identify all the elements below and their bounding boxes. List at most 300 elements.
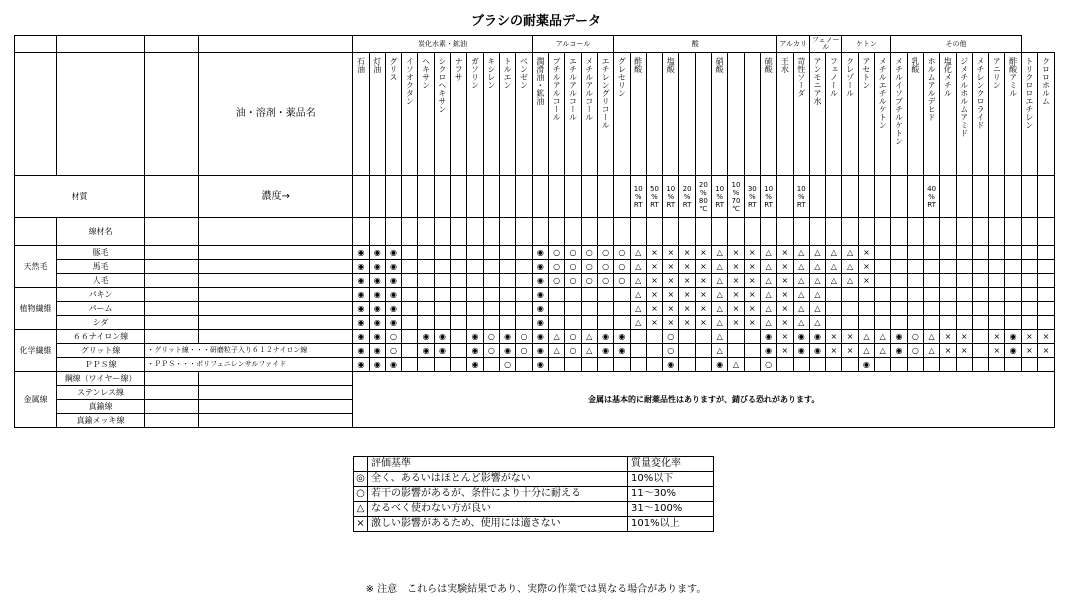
concentration-cell [777,176,793,218]
rating-mark [549,288,565,302]
rating-mark [483,246,499,260]
concentration-cell [597,176,613,218]
rating-mark: ○ [385,330,401,344]
rating-mark [891,358,907,372]
rating-mark: ◉ [369,288,385,302]
rating-mark: × [695,246,711,260]
rating-mark [1038,246,1055,260]
rating-mark: × [728,246,744,260]
rating-mark [956,288,972,302]
rating-mark [907,302,923,316]
rating-mark [989,274,1005,288]
rating-mark [956,358,972,372]
rating-mark: × [728,316,744,330]
rating-mark: ◉ [532,316,548,330]
rating-mark: × [940,344,956,358]
rating-mark: × [940,330,956,344]
concentration-cell [353,176,369,218]
chemical-name: 乳酸 [907,53,923,176]
rating-mark [891,260,907,274]
group-header: その他 [891,36,1021,53]
rating-mark [483,274,499,288]
rating-mark: × [646,302,662,316]
rating-mark [972,246,988,260]
chemical-name: 潤滑油・鉱油 [532,53,548,176]
chemical-name: トルエン [499,53,515,176]
rating-mark [1038,316,1055,330]
rating-mark [728,330,744,344]
rating-mark [842,358,858,372]
rating-mark [695,358,711,372]
rating-mark [418,246,434,260]
rating-mark [907,288,923,302]
material-label: 材質 [15,176,145,218]
rating-mark: ◉ [1005,344,1021,358]
rating-mark [923,316,939,330]
rating-mark [402,344,418,358]
rating-mark: △ [809,316,825,330]
rating-mark [972,260,988,274]
chemical-name: メチルアルコール [581,53,597,176]
rating-mark: ○ [483,330,499,344]
rating-mark [418,316,434,330]
concentration-cell [614,176,630,218]
rating-mark: × [777,260,793,274]
rating-mark [597,316,613,330]
rating-mark [451,330,467,344]
concentration-cell [451,176,467,218]
rating-mark: × [679,246,695,260]
rating-mark: △ [581,330,597,344]
rating-mark [989,316,1005,330]
rating-mark [630,344,646,358]
rating-mark [630,358,646,372]
rating-mark [891,246,907,260]
rating-mark: ○ [565,344,581,358]
rating-mark [418,260,434,274]
rating-mark [956,246,972,260]
rating-mark [972,302,988,316]
rating-mark [1038,288,1055,302]
rating-mark: ○ [385,344,401,358]
rating-mark [744,330,760,344]
rating-mark: ◉ [532,358,548,372]
rating-mark: ○ [581,246,597,260]
rating-mark [972,288,988,302]
rating-mark: × [777,302,793,316]
rating-mark: ◉ [385,358,401,372]
rating-mark: △ [760,246,776,260]
category-label: 植物繊維 [15,288,57,330]
rating-mark [402,246,418,260]
rating-mark [1021,288,1037,302]
rating-mark: △ [630,288,646,302]
rating-mark [597,302,613,316]
rating-mark [418,302,434,316]
rating-mark [923,274,939,288]
rating-mark: × [744,288,760,302]
wire-name: 人毛 [57,274,145,288]
rating-mark: × [695,288,711,302]
group-header: ケトン [842,36,891,53]
rating-mark [679,330,695,344]
rating-mark [1005,302,1021,316]
rating-mark [434,316,450,330]
group-header-row [15,36,1055,53]
rating-mark: △ [793,260,809,274]
concentration-cell [565,176,581,218]
rating-mark: ○ [760,358,776,372]
chemical-name: 王水 [777,53,793,176]
rating-mark: ◉ [597,330,613,344]
rating-mark [940,274,956,288]
chemical-name: クロロホルム [1038,53,1055,176]
rating-mark [1021,316,1037,330]
rating-mark: ○ [581,274,597,288]
legend-text: 若干の影響があるが、条件により十分に耐える [368,487,628,502]
rating-mark [483,302,499,316]
rating-mark [597,288,613,302]
chemical-name: ガソリン [467,53,483,176]
rating-mark: × [679,288,695,302]
wire-name: 真鍮線 [57,400,145,414]
rating-mark: △ [793,288,809,302]
rating-mark: △ [793,302,809,316]
category-label: 天然毛 [15,246,57,288]
wire-name: 真鍮メッキ線 [57,414,145,428]
rating-mark: ◉ [353,330,369,344]
rating-mark: △ [858,344,874,358]
rating-mark [875,260,891,274]
oil-solvent-label: 油・溶剤・薬品名 [199,53,353,176]
rating-mark: ◉ [809,344,825,358]
rating-mark [923,246,939,260]
chemical-name [728,53,744,176]
rating-mark: × [728,274,744,288]
rating-mark [875,316,891,330]
rating-mark: △ [630,274,646,288]
rating-mark [1005,246,1021,260]
rating-mark: ◉ [597,344,613,358]
rating-mark: ○ [614,274,630,288]
rating-mark [891,316,907,330]
legend-row [354,487,714,502]
chemical-name: 塩化メチル [940,53,956,176]
rating-mark: × [663,260,679,274]
category-label: 化学繊維 [15,330,57,372]
rating-mark: × [777,288,793,302]
rating-mark: ◉ [858,358,874,372]
rating-mark [467,288,483,302]
rating-mark [972,344,988,358]
rating-mark [956,274,972,288]
rating-mark [646,330,662,344]
rating-mark [1038,260,1055,274]
concentration-cell: 40 % RT [923,176,939,218]
metal-note: 金属は基本的に耐薬品性はありますが、錆びる恐れがあります。 [353,372,1055,428]
rating-mark: ○ [549,260,565,274]
chemical-name: ジメチルホルムアミド [956,53,972,176]
rating-mark [679,358,695,372]
chemical-name: トリクロロエチレン [1021,53,1037,176]
rating-mark [516,246,532,260]
rating-mark: ◉ [467,358,483,372]
chemical-name: イソオクタン [402,53,418,176]
rating-mark [1005,260,1021,274]
rating-mark: × [858,274,874,288]
legend-symbol: ○ [354,487,368,502]
rating-mark [1021,302,1037,316]
rating-mark: △ [809,288,825,302]
rating-mark: △ [630,302,646,316]
concentration-cell [956,176,972,218]
legend-text: なるべく使わない方が良い [368,502,628,517]
rating-mark: ◉ [760,344,776,358]
rating-mark [516,358,532,372]
rating-mark: ◉ [369,260,385,274]
rating-mark [402,288,418,302]
rating-mark [695,344,711,358]
wire-name: グリット線 [57,344,145,358]
rating-mark: ◉ [532,288,548,302]
rating-mark [467,260,483,274]
chemical-name: ホルムアルデヒド [923,53,939,176]
wire-name: 馬毛 [57,260,145,274]
rating-mark [875,246,891,260]
rating-mark: ◉ [793,344,809,358]
table-row [15,288,1055,302]
rating-mark: × [989,330,1005,344]
rating-mark [956,302,972,316]
rating-mark: △ [549,330,565,344]
footnote: ※ 注意 これらは実験結果であり、実際の作業では異なる場合があります。 [365,584,707,595]
rating-mark: △ [826,274,842,288]
concentration-cell [940,176,956,218]
rating-mark [499,246,515,260]
chemical-name: 硫酸 [760,53,776,176]
resistance-table [14,35,1055,428]
rating-mark [907,246,923,260]
rating-mark [483,358,499,372]
table-row [15,302,1055,316]
concentration-cell [369,176,385,218]
rating-mark: ◉ [369,302,385,316]
rating-mark: ◉ [385,302,401,316]
rating-mark: ○ [614,246,630,260]
rating-mark: ◉ [434,330,450,344]
rating-mark [516,316,532,330]
rating-mark [1005,316,1021,330]
rating-mark: × [777,344,793,358]
chemical-name: フェノール [826,53,842,176]
rating-mark [402,358,418,372]
rating-mark [451,358,467,372]
chemical-name: エチレングリコール [597,53,613,176]
chemical-name [744,53,760,176]
rating-mark: △ [842,246,858,260]
rating-mark [875,288,891,302]
rating-mark: × [695,260,711,274]
rating-mark: △ [581,344,597,358]
chemical-name: ベンゼン [516,53,532,176]
rating-mark: ◉ [614,330,630,344]
chemical-name: メチルイソブチルケトン [891,53,907,176]
rating-mark [972,358,988,372]
rating-mark [989,358,1005,372]
chemical-name: 酢酸アミル [1005,53,1021,176]
rating-mark: ○ [516,344,532,358]
chemical-name: 酢酸 [630,53,646,176]
rating-mark: ◉ [369,246,385,260]
rating-mark: × [646,288,662,302]
rating-mark: △ [875,344,891,358]
rating-mark: ○ [581,260,597,274]
rating-mark [1038,274,1055,288]
rating-mark [434,274,450,288]
chemical-name: 硝酸 [712,53,728,176]
group-header: アルカリ [777,36,810,53]
rating-mark [940,260,956,274]
rating-mark: × [663,274,679,288]
concentration-cell [875,176,891,218]
rating-mark: × [679,260,695,274]
concentration-cell [516,176,532,218]
rating-mark: ◉ [353,302,369,316]
rating-mark: ○ [597,274,613,288]
rating-mark [989,246,1005,260]
rating-mark [549,358,565,372]
wire-name-label: 線材名 [57,218,145,246]
chemical-name: グレセリン [614,53,630,176]
rating-mark: ◉ [353,288,369,302]
rating-mark: × [728,260,744,274]
chemical-name [679,53,695,176]
rating-mark [1021,246,1037,260]
chemical-name: ナフサ [451,53,467,176]
rating-mark [597,358,613,372]
rating-mark [549,302,565,316]
table-row [15,274,1055,288]
chemical-name-row [15,53,1055,176]
rating-mark [516,260,532,274]
rating-mark [434,358,450,372]
rating-mark [451,344,467,358]
rating-mark [418,274,434,288]
rating-mark [434,260,450,274]
rating-mark: ◉ [891,330,907,344]
rating-mark: ◉ [369,344,385,358]
concentration-cell [581,176,597,218]
legend-rate: 11～30% [628,487,714,502]
rating-mark [581,358,597,372]
rating-mark: × [679,274,695,288]
rating-mark [451,246,467,260]
rating-mark [467,316,483,330]
chemical-name: アニリン [989,53,1005,176]
concentration-cell [826,176,842,218]
rating-mark [499,260,515,274]
table-row [15,358,1055,372]
rating-mark: × [777,316,793,330]
rating-mark: × [842,344,858,358]
rating-mark: ○ [614,260,630,274]
rating-mark [402,302,418,316]
rating-mark: ◉ [712,358,728,372]
rating-mark: ◉ [353,358,369,372]
rating-mark: × [826,330,842,344]
chemical-name: 灯油 [369,53,385,176]
wire-label-row [15,218,1055,246]
legend-symbol: ◎ [354,472,368,487]
rating-mark: △ [712,330,728,344]
rating-mark: ○ [663,330,679,344]
rating-mark: ○ [549,246,565,260]
rating-mark [972,316,988,330]
legend-rate: 31～100% [628,502,714,517]
rating-mark [972,330,988,344]
rating-mark [1021,274,1037,288]
wire-name: 鋼線（ワイヤー線） [57,372,145,386]
rating-mark: ◉ [532,344,548,358]
rating-mark: ◉ [385,316,401,330]
rating-mark: × [1021,344,1037,358]
rating-mark: ◉ [532,246,548,260]
rating-mark [516,288,532,302]
rating-mark: ◉ [418,344,434,358]
rating-mark: × [679,302,695,316]
rating-mark: △ [858,330,874,344]
rating-mark: ◉ [809,330,825,344]
concentration-cell [972,176,988,218]
rating-mark: × [695,316,711,330]
rating-mark: ○ [907,344,923,358]
rating-mark [451,302,467,316]
group-header: 酸 [614,36,777,53]
rating-mark: ○ [663,344,679,358]
rating-mark [826,288,842,302]
rating-mark: △ [793,246,809,260]
rating-mark [483,316,499,330]
rating-mark: ○ [597,246,613,260]
rating-mark [516,302,532,316]
rating-mark [565,316,581,330]
rating-mark [826,302,842,316]
rating-mark: × [858,246,874,260]
concentration-cell [891,176,907,218]
rating-mark [907,358,923,372]
rating-mark [695,330,711,344]
rating-mark: ◉ [663,358,679,372]
rating-mark: × [663,246,679,260]
rating-mark [679,344,695,358]
wire-name: パーム [57,302,145,316]
rating-mark: ◉ [1005,330,1021,344]
concentration-cell: 20 % RT [679,176,695,218]
rating-mark [842,316,858,330]
rating-mark: × [728,288,744,302]
rating-mark [923,358,939,372]
rating-mark: △ [630,316,646,330]
rating-mark: △ [826,260,842,274]
rating-mark [646,358,662,372]
rating-mark: ◉ [614,344,630,358]
legend-symbol: × [354,517,368,532]
rating-mark: △ [842,260,858,274]
rating-mark: △ [793,316,809,330]
rating-mark: ◉ [891,344,907,358]
rating-mark [581,288,597,302]
concentration-cell [467,176,483,218]
